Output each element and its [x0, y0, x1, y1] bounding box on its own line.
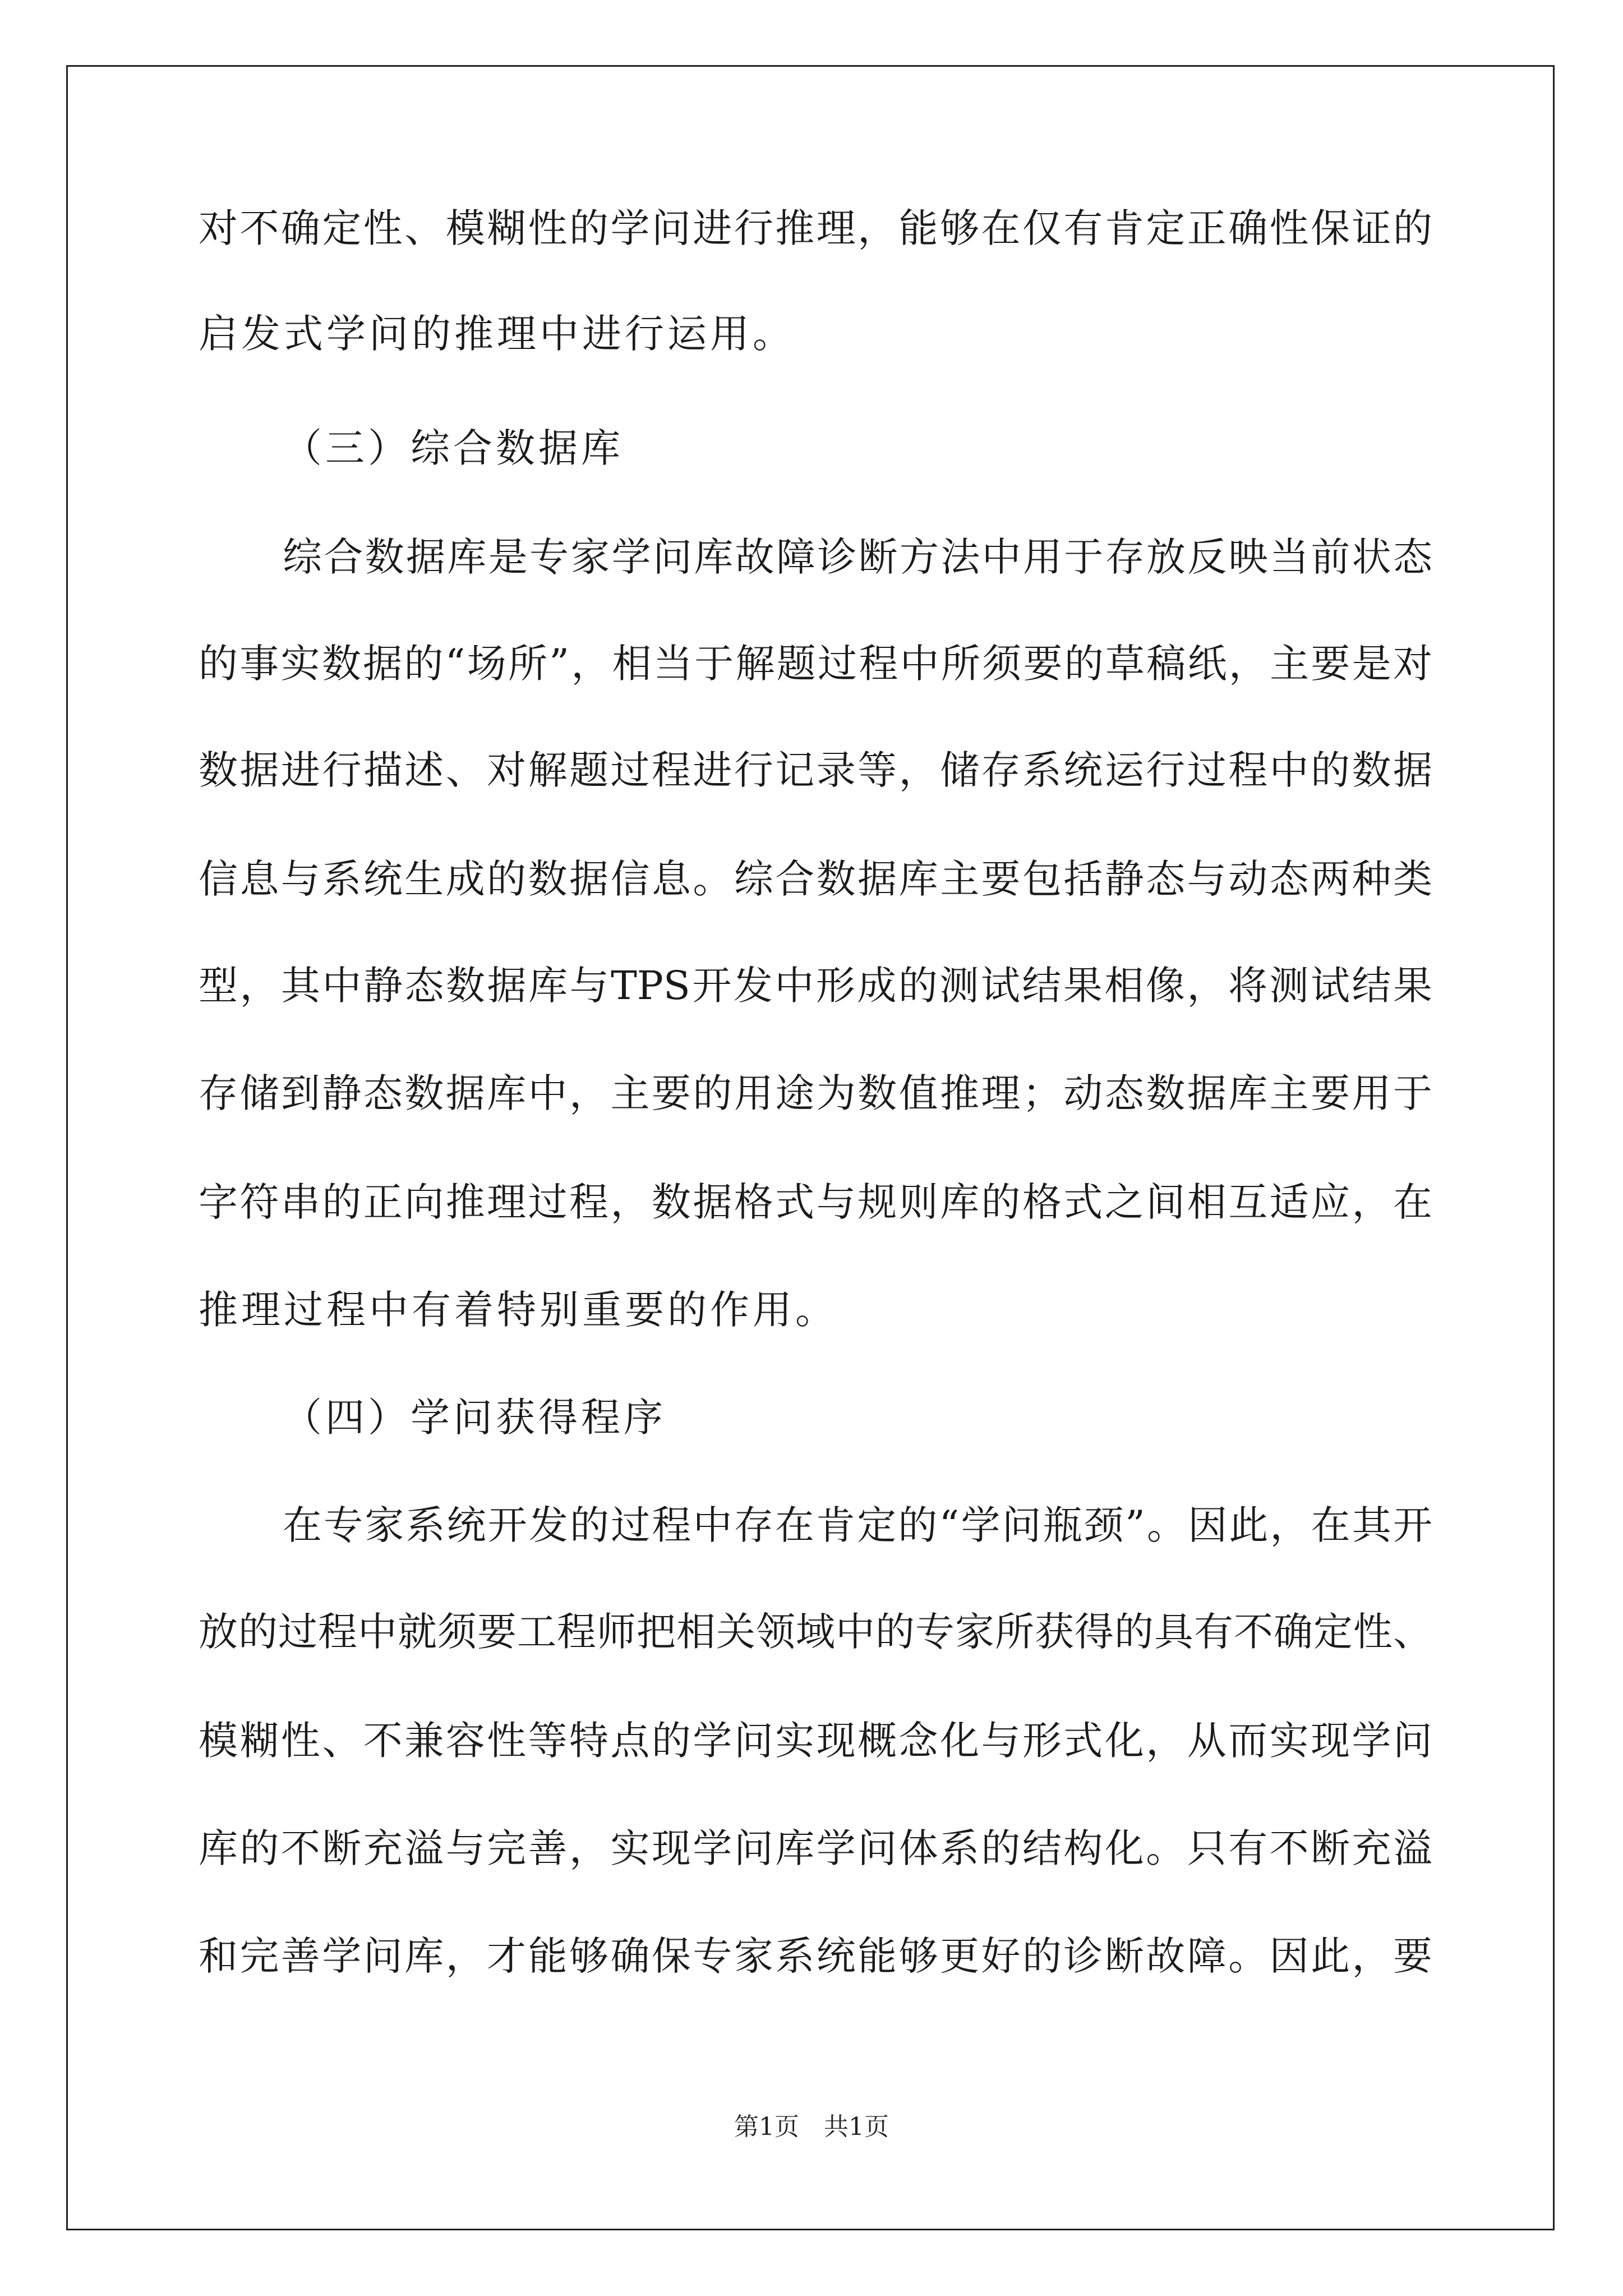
paragraph-line: 的事实数据的“场所”，相当于解题过程中所须要的草稿纸，主要是对: [199, 641, 1432, 687]
paragraph-line: 对不确定性、模糊性的学问进行推理，能够在仅有肯定正确性保证的: [199, 205, 1432, 251]
paragraph-line: 信息与系统生成的数据信息。综合数据库主要包括静态与动态两种类: [199, 856, 1432, 902]
paragraph-line: 库的不断充溢与完善，实现学问库学问体系的结构化。只有不断充溢: [199, 1825, 1432, 1871]
paragraph-line: 综合数据库是专家学问库故障诊断方法中用于存放反映当前状态: [283, 534, 1432, 580]
page-border: [66, 65, 1555, 2230]
paragraph-line: 存储到静态数据库中，主要的用途为数值推理；动态数据库主要用于: [199, 1070, 1432, 1116]
paragraph-line: 启发式学问的推理中进行运用。: [199, 311, 795, 357]
paragraph-line: 型，其中静态数据库与TPS开发中形成的测试结果相像，将测试结果: [199, 963, 1432, 1009]
paragraph-line: 和完善学问库，才能够确保专家系统能够更好的诊断故障。因此，要: [199, 1933, 1432, 1979]
section-heading: （四）学问获得程序: [283, 1395, 666, 1441]
paragraph-line: 推理过程中有着特别重要的作用。: [199, 1287, 838, 1333]
paragraph-line: 数据进行描述、对解题过程进行记录等，储存系统运行过程中的数据: [199, 747, 1432, 793]
paragraph-line: 放的过程中就须要工程师把相关领域中的专家所获得的具有不确定性、: [199, 1609, 1432, 1655]
paragraph-line: 在专家系统开发的过程中存在肯定的“学问瓶颈”。因此，在其开: [283, 1502, 1432, 1548]
section-heading: （三）综合数据库: [283, 425, 624, 471]
paragraph-line: 模糊性、不兼容性等特点的学问实现概念化与形式化，从而实现学问: [199, 1718, 1432, 1764]
paragraph-line: 字符串的正向推理过程，数据格式与规则库的格式之间相互适应，在: [199, 1179, 1432, 1225]
page-footer: 第1页 共1页: [734, 2113, 889, 2141]
